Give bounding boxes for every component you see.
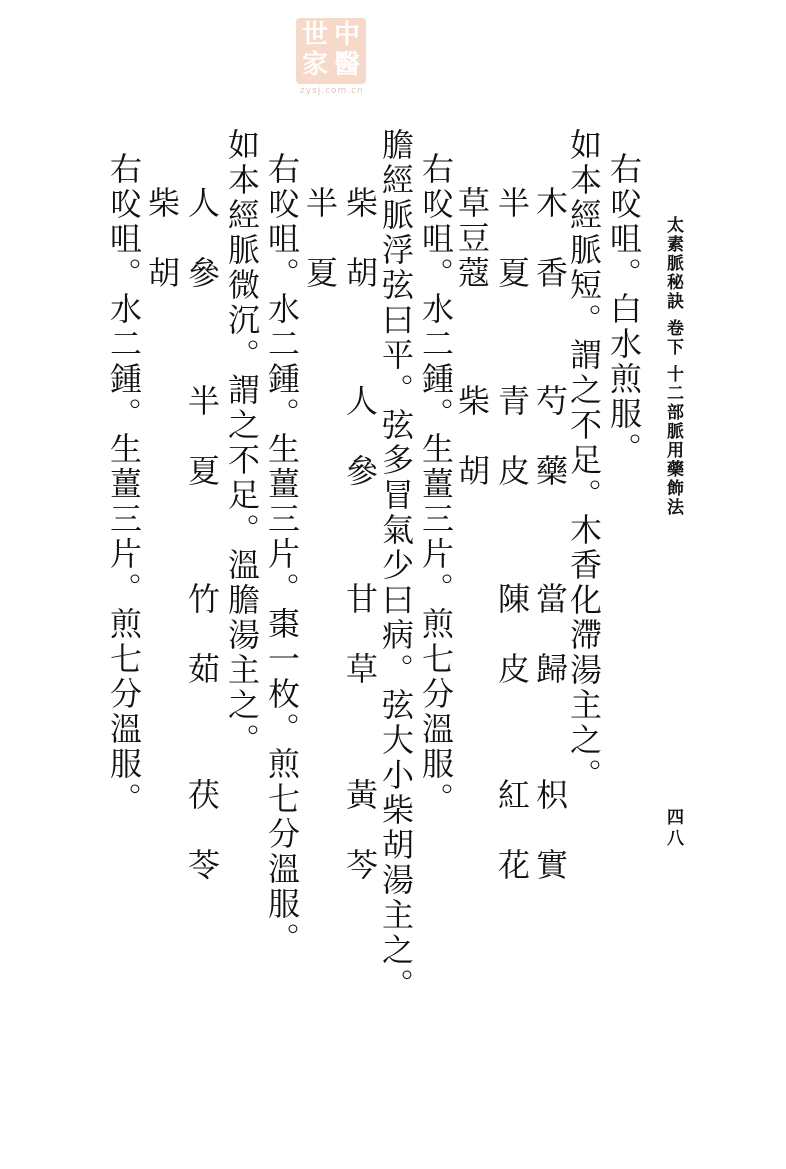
logo-char: 家 xyxy=(302,50,329,80)
herb-item: 人 參 xyxy=(341,384,379,489)
herb-item: 木 香 xyxy=(531,186,569,291)
herb-item: 草豆蔻 xyxy=(453,186,491,291)
herb-item: 半 夏 xyxy=(183,384,221,489)
text-column-10: 右㕮咀。水二鍾。生薑三片。棗一枚。煎七分溫服。 xyxy=(263,152,301,957)
herb-item: 柴 胡 xyxy=(341,186,379,291)
text-column-11: 如本經脈微沉。謂之不足。溫膽湯主之。 xyxy=(223,128,261,758)
herb-item: 黃 芩 xyxy=(341,778,379,883)
logo-mark xyxy=(296,18,366,84)
logo-char: 中 xyxy=(334,20,361,50)
text-column-1: 右㕮咀。白水煎服。 xyxy=(605,152,643,467)
herb-item: 青 皮 xyxy=(493,384,531,489)
herb-item: 半 夏 xyxy=(493,186,531,291)
logo-char: 世 xyxy=(302,20,329,50)
watermark-url: zysj.com.cn xyxy=(300,86,364,96)
herb-item: 柴 胡 xyxy=(143,186,181,291)
herb-item: 紅 花 xyxy=(493,778,531,883)
herb-item: 人 參 xyxy=(183,186,221,291)
herb-item: 甘 草 xyxy=(341,582,379,687)
page-number: 四八 xyxy=(663,808,683,850)
herb-item: 當 歸 xyxy=(531,582,569,687)
herb-item: 陳 皮 xyxy=(493,582,531,687)
herb-item: 枳 實 xyxy=(531,778,569,883)
logo-char: 醫 xyxy=(334,50,361,80)
text-column-6: 右㕮咀。水二鍾。生薑三片。煎七分溫服。 xyxy=(417,152,455,817)
herb-item: 竹 茹 xyxy=(183,582,221,687)
running-header: 太素脈秘訣 卷下 十二部脈用藥飾法 xyxy=(663,216,683,517)
herb-item: 茯 苓 xyxy=(183,778,221,883)
text-column-14: 右㕮咀。水二鍾。生薑三片。煎七分溫服。 xyxy=(105,152,143,817)
text-column-7: 膽經脈浮弦曰平。弦多冒氣少曰病。弦大小柴胡湯主之。 xyxy=(377,128,415,1003)
text-column-2: 如本經脈短。謂之不足。木香化滯湯主之。 xyxy=(565,128,603,793)
herb-item: 半 夏 xyxy=(301,186,339,291)
watermark-logo xyxy=(296,18,368,100)
herb-item: 芍 藥 xyxy=(531,384,569,489)
herb-item: 柴 胡 xyxy=(453,384,491,489)
